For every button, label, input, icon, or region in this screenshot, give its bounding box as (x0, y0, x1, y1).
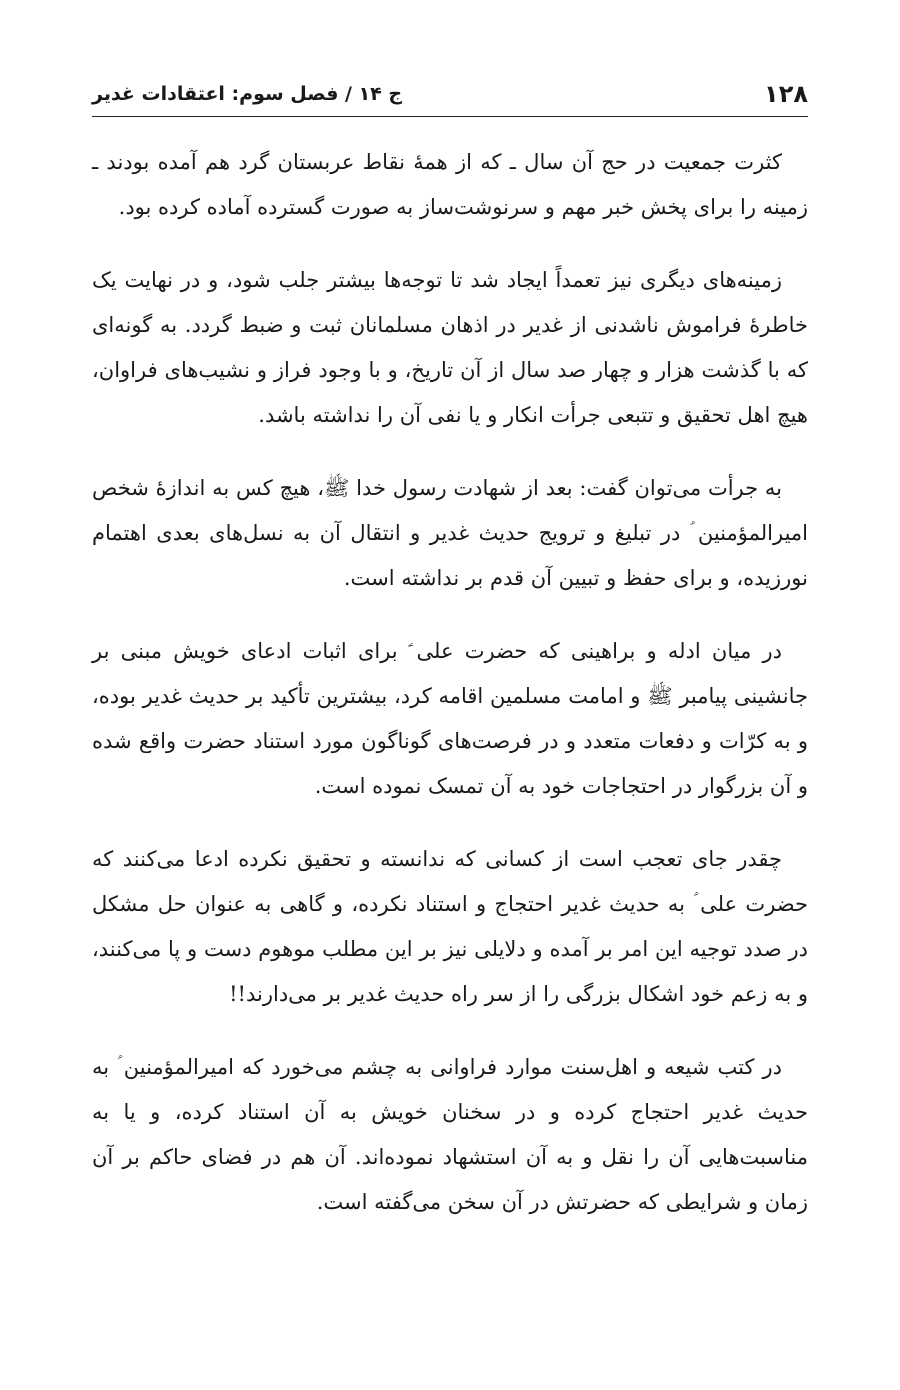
paragraph: به جرأت می‌توان گفت: بعد از شهادت رسول خدا ﷺ، هیچ کس به اندازهٔ شخص امیرالمؤمنین ؑ در تبلیغ و ترویج حدیث غدیر و انتقال آن به نسل‌های بعدی اهتمام نورزیده، و برای حفظ و تبیین آن قدم بر نداشته است. (92, 476, 808, 590)
paragraph: در کتب شیعه و اهل‌سنت موارد فراوانی به چشم می‌خورد که امیرالمؤمنین ؑ به حدیث غدیر احتجاج کرده و در سخنان خویش به آن استناد کرده، و یا به مناسبت‌هایی آن را نقل و به آن استشهاد نموده‌اند. آن هم در فضای حاکم بر آن زمان و شرایطی که حضرتش در آن سخن می‌گفته است. (92, 1055, 808, 1214)
running-title: ج ۱۴ / فصل سوم: اعتقادات غدیر (92, 83, 403, 105)
paragraph: چقدر جای تعجب است از کسانی که ندانسته و تحقیق نکرده ادعا می‌کنند که حضرت علی ؑ به حدیث غدیر احتجاج و استناد نکرده، و گاهی به عنوان حل مشکل در صدد توجیه این امر بر آمده و دلایلی نیز بر این مطلب موهوم دست و پا می‌کنند، و به زعم خود اشکال بزرگی را از سر راه حدیث غدیر بر می‌دارند!! (92, 847, 808, 1006)
paragraph: کثرت جمعیت در حج آن سال ـ که از همهٔ نقاط عربستان گرد هم آمده بودند ـ زمینه را برای پخش خبر مهم و سرنوشت‌ساز به صورت گسترده آماده کرده بود. (92, 150, 808, 219)
paragraph: در میان ادله و براهینی که حضرت علی ؑ برای اثبات ادعای خویش مبنی بر جانشینی پیامبر ﷺ و امامت مسلمین اقامه کرد، بیشترین تأکید بر حدیث غدیر بوده، و به کرّات و دفعات متعدد و در فرصت‌های گوناگون مورد استناد حضرت واقع شده و آن بزرگوار در احتجاجات خود به آن تمسک نموده است. (92, 639, 808, 798)
page-header (92, 72, 808, 117)
page-number: ۱۲۸ (764, 80, 808, 108)
book-page (92, 0, 808, 1390)
body-text (92, 140, 808, 1253)
paragraph: زمینه‌های دیگری نیز تعمداً ایجاد شد تا توجه‌ها بیشتر جلب شود، و در نهایت یک خاطرهٔ فراموش ناشدنی از غدیر در اذهان مسلمانان ثبت و ضبط گردد. به گونه‌ای که با گذشت هزار و چهار صد سال از آن تاریخ، و با وجود فراز و نشیب‌های فراوان، هیچ اهل تحقیق و تتبعی جرأت انکار و یا نفی آن را نداشته باشد. (92, 268, 808, 427)
